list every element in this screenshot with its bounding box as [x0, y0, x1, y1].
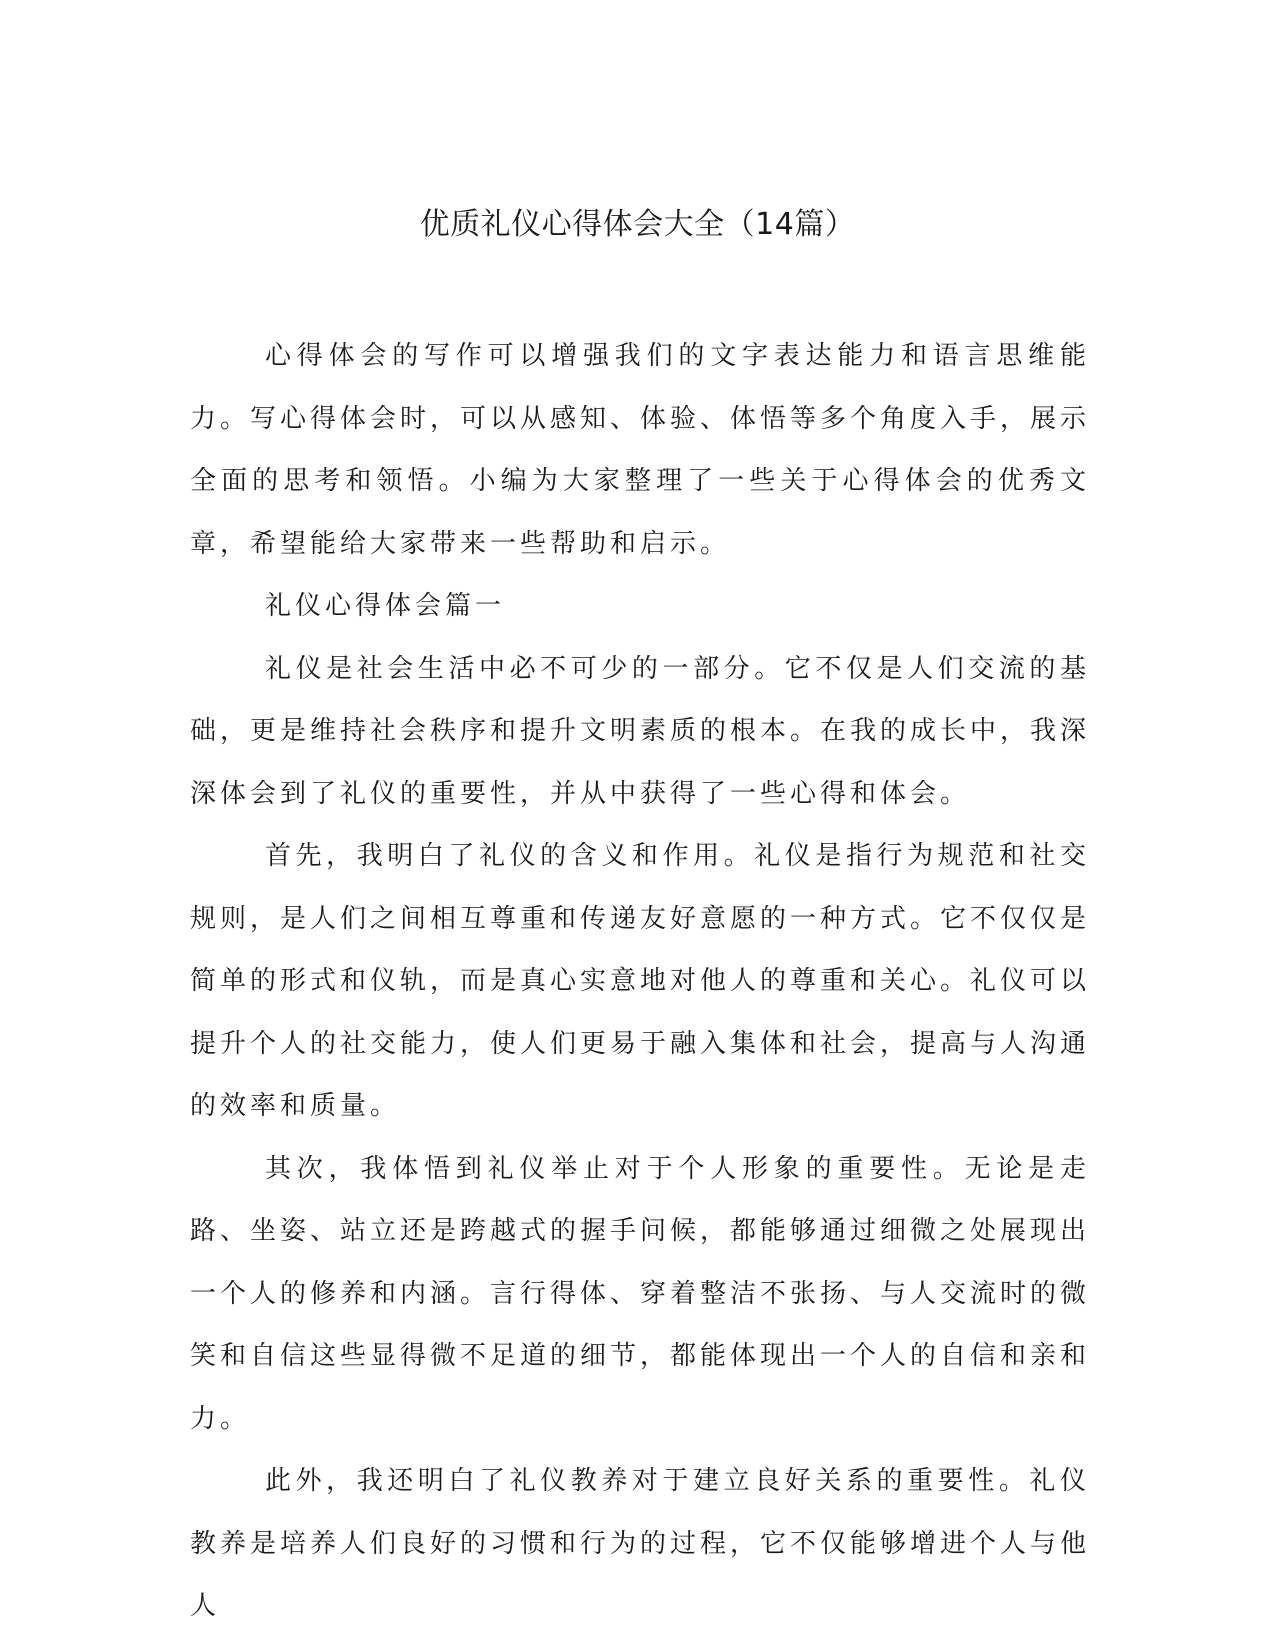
body-paragraph: 首先，我明白了礼仪的含义和作用。礼仪是指行为规范和社交规则，是人们之间相互尊重和传递友好意愿的一种方式。它不仅仅是简单的形式和仪轨，而是真心实意地对他人的尊重和关心。礼仪可以提升个人的社交能力，使人们更易于融入集体和社会，提高与人沟通的效率和质量。 [190, 841, 1091, 1121]
document-body [190, 325, 1090, 1638]
body-paragraph: 礼仪是社会生活中必不可少的一部分。它不仅是人们交流的基础，更是维持社会秩序和提升文明素质的根本。在我的成长中，我深深体会到了礼仪的重要性，并从中获得了一些心得和体会。 [190, 653, 1091, 809]
section-heading: 礼仪心得体会篇一 [265, 591, 506, 621]
body-paragraph: 此外，我还明白了礼仪教养对于建立良好关系的重要性。礼仪教养是培养人们良好的习惯和行为的过程，它不仅能够增进个人与他人 [190, 1466, 1091, 1621]
intro-paragraph: 心得体会的写作可以增强我们的文字表达能力和语言思维能力。写心得体会时，可以从感知、体验、体悟等多个角度入手，展示全面的思考和领悟。小编为大家整理了一些关于心得体会的优秀文章，希望能给大家带来一些帮助和启示。 [190, 341, 1091, 559]
document-title: 优质礼仪心得体会大全（14篇） [419, 207, 856, 242]
body-paragraph: 其次，我体悟到礼仪举止对于个人形象的重要性。无论是走路、坐姿、站立还是跨越式的握手问候，都能够通过细微之处展现出一个人的修养和内涵。言行得体、穿着整洁不张扬、与人交流时的微笑和自信这些显得微不足道的细节，都能体现出一个人的自信和亲和力。 [190, 1153, 1091, 1434]
